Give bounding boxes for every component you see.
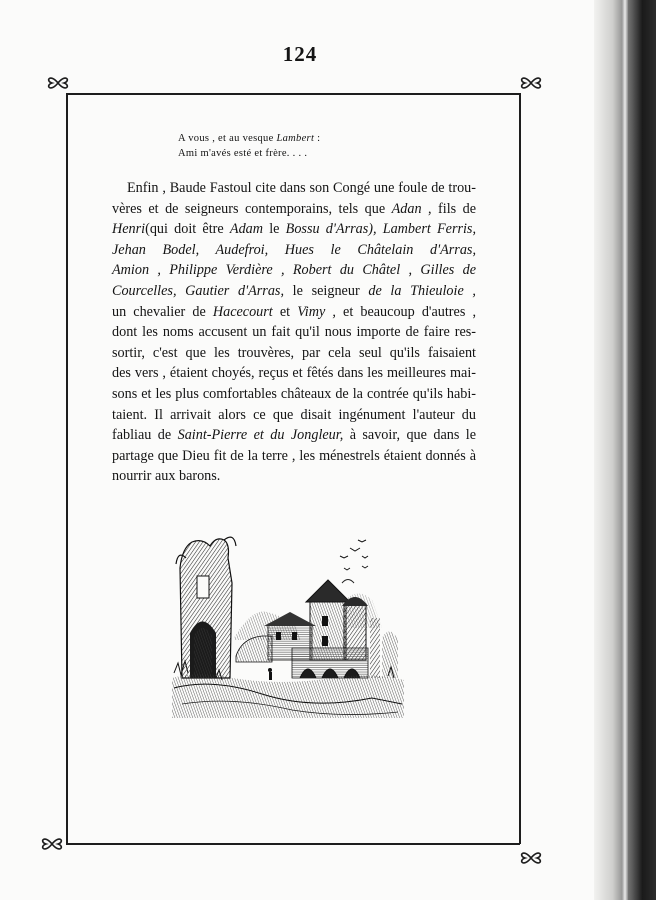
show-through-text (440, 128, 590, 178)
paragraph-line (112, 427, 476, 444)
text-run: le (263, 221, 286, 238)
paragraph-line (112, 262, 476, 279)
paragraph-line (112, 448, 476, 465)
text-run: sons et les plus comfortables châteaux de la contrée qu'ils habi- (112, 386, 476, 402)
text-run: un chevalier de (112, 303, 213, 320)
paragraph-line (112, 345, 476, 362)
italic-name: Adan (391, 200, 422, 217)
page-edge (622, 0, 628, 900)
text-run: le seigneur (284, 283, 369, 299)
text-run: Enfin , Baude Fastoul cite dans son Congé une foule de trou- (127, 180, 476, 196)
text-run: et (272, 303, 298, 320)
castle-ruins-engraving (172, 528, 404, 718)
fleuron-icon (519, 846, 543, 870)
epigraph-line-2: Ami m'avés esté et frère. . . . (178, 148, 308, 159)
paragraph-line (112, 221, 476, 238)
italic-name: Henri (112, 221, 146, 238)
page-number: 124 (282, 42, 318, 66)
italic-name: de la Thieuloie , (368, 283, 476, 299)
fleuron-icon (40, 832, 64, 856)
italic-name: Amion , Philippe Verdière , Robert du Châtel , Gilles de (112, 262, 476, 279)
italic-name: Adam (229, 221, 264, 238)
paragraph-line (112, 365, 476, 382)
paragraph-line (127, 180, 476, 197)
fleuron-icon (519, 71, 543, 95)
paragraph-line (112, 242, 476, 259)
border-top (66, 93, 520, 95)
text-run: à savoir, que dans le (343, 427, 476, 444)
italic-name: Hacecourt (212, 303, 273, 320)
italic-name: Lambert Ferris, (382, 221, 477, 238)
text-run: dont les noms accusent un fait qu'il nous importe de faire res- (112, 324, 476, 341)
paragraph-line (112, 283, 476, 300)
border-bottom (66, 843, 520, 845)
paragraph-line (112, 386, 476, 403)
italic-name: Courcelles, Gautier d'Arras, (112, 283, 284, 299)
epigraph-line-1: A vous , et au vesque Lambert : (178, 133, 321, 144)
paragraph-line (112, 201, 476, 218)
text-run: vères et de seigneurs contemporains, tels que (112, 200, 392, 217)
text-run: (qui doit être (145, 221, 230, 238)
paragraph-line (112, 324, 476, 341)
text-run: des vers , étaient choyés, reçus et fêtés dans les meilleures mai- (112, 365, 476, 382)
text-run: fabliau de (112, 427, 178, 444)
text-run: sortir, c'est que les trouvères, par cela seul qu'ils faisaient (112, 344, 476, 361)
text-run: et beaucoup d'autres , (335, 303, 476, 320)
border-right (519, 93, 521, 844)
paragraph-line (112, 468, 220, 485)
fleuron-icon (46, 71, 70, 95)
italic-name: Jehan Bodel, Audefroi, Hues le Châtelain d'Arras, (112, 241, 476, 258)
text-run: partage que Dieu fit de la terre , les ménestrels étaient donnés à (112, 447, 476, 464)
epigraph (178, 131, 320, 161)
text-run: , fils de (421, 200, 476, 217)
text-run: taient. Il arrivait alors ce que disait ingénument l'auteur du (112, 406, 476, 423)
paragraph-line (112, 304, 476, 321)
italic-name: Vimy , (297, 303, 336, 320)
paragraph-line (112, 407, 476, 424)
border-left (66, 93, 68, 844)
book-binding-shadow (594, 0, 656, 900)
italic-name: Bossu d'Arras), (285, 221, 377, 238)
italic-name: Saint-Pierre et du Jongleur, (177, 427, 344, 444)
text-run: nourrir aux barons. (112, 468, 221, 485)
